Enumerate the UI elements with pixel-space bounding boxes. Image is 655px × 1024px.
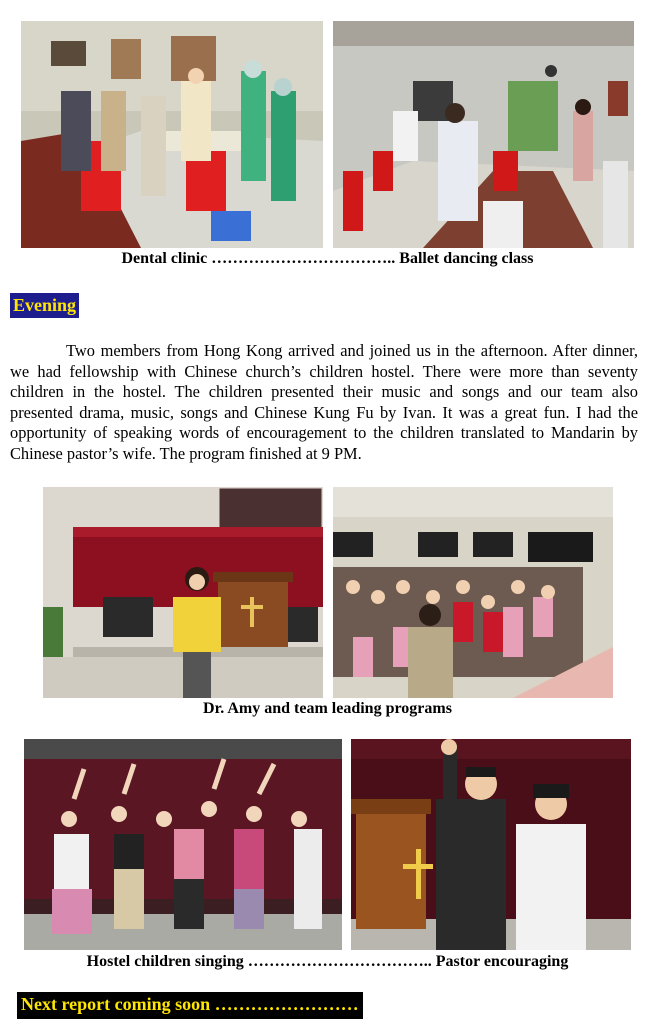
children-singing-photo [24,739,342,950]
pastor-photo [351,739,631,950]
section-heading: Evening [10,293,79,318]
next-report-banner: Next report coming soon …………………… [17,992,363,1019]
caption-row-1: Dental clinic …………………………….. Ballet dancing class [121,250,534,267]
caption-row-3: Hostel children singing …………………………….. Pastor encouraging [86,953,569,970]
dr-amy-photo [43,487,323,698]
team-programs-photo [333,487,613,698]
dental-clinic-photo [21,21,323,248]
ballet-class-photo [333,21,634,248]
evening-paragraph: Two members from Hong Kong arrived and joined us in the afternoon. After dinner, we had fellowship with Chinese church’s children hostel. There were more than seventy children in the hostel. The children presented their music and songs and our team also presented drama, music, songs and Chinese Kung Fu by Ivan. It was a great fun. I had the opportunity of speaking words of encouragement to the children translated to Mandarin by Chinese pastor’s wife. The program finished at 9 PM. [10,341,638,463]
caption-row-2: Dr. Amy and team leading programs [203,700,452,717]
